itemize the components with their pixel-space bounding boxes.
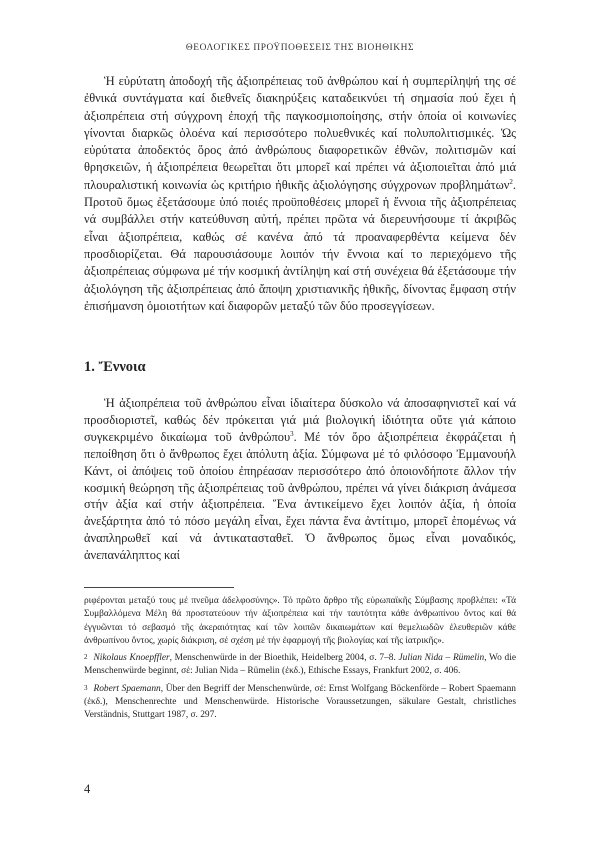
page-number: 4 xyxy=(84,782,91,796)
running-head: ΘΕΟΛΟΓΙΚΕΣ ΠΡΟΫΠΟΘΕΣΕΙΣ ΤΗΣ ΒΙΟΗΘΙΚΗΣ xyxy=(185,43,415,53)
footnote-2-author-1: Nikolaus Knoepffler xyxy=(93,653,170,664)
footnote-separator xyxy=(84,587,234,588)
footnote-3 xyxy=(84,682,516,723)
intro-text-b: . Προτοῦ ὅμως ἐξετάσουμε ὑπό ποιές προϋποθέσεις μπορεῖ ἡ ἔννοια τῆς ἀξιοπρέπειας νά συμβάλλει στήν κατεύθυνση αὐτή, πρέπει πρῶτα νά διερευνήσουμε τί ἀκριβῶς εἶναι ἀξιοπρέπεια, καθώς σέ κανένα ἀπό τά προαναφερθέντα κείμενα δέν προσδιορίζεται. Θά παρουσιάσουμε λοιπόν τήν ἔννοια καί το περιεχόμενο τῆς ἀξιοπρέπειας σύμφωνα μέ τήν κοσμική ἀντίληψη καί στή συνέχεια θά ἐξετάσουμε τήν ἀξιολόγηση τῆς ἀξιοπρέπειας ἀπό ἄποψη χριστιανικῆς ἠθικῆς, δίνοντας ἔμφαση στήν ἐπισήμανση ὁμοιοτήτων καί διαφορῶν μεταξύ τῶν δύο προσεγγίσεων. xyxy=(84,177,516,313)
footnote-ref-2: 2 xyxy=(509,177,513,186)
section-paragraph xyxy=(84,395,516,564)
footnote-2-text-1: , Menschenwürde in der Bioethik, Heidelberg 2004, σ. 7–8. xyxy=(169,653,399,664)
footnote-2-number: 2 xyxy=(84,653,88,662)
footnote-3-author: Robert Spaemann xyxy=(93,683,161,694)
footnote-2 xyxy=(84,651,516,679)
section-text-b: . Μέ τόν ὅρο ἀξιοπρέπεια ἐκφράζεται ἡ πεποίθηση ὅτι ὁ ἄνθρωπος ἔχει ἀπόλυτη ἀξία. Σύμφωνα μέ τό φιλόσοφο Ἐμμανουήλ Κάντ, οἱ ἀπόψεις τοῦ ὁποίου ἐπηρέασαν περισσότερο ἀπό ὁποιονδήποτε ἄλλον τήν κοσμική θεώρηση τῆς ἀξιοπρέπειας τοῦ ἀνθρώπου, πρέπει νά γίνει διάκριση ἀνάμεσα στήν ἀξία καί στήν ἀξιοπρέπεια. Ἕνα ἀντικείμενο ἔχει λοιπόν ἀξία, ἡ ὁποία ἀνεξάρτητα ἀπό τό πόσο μεγάλη εἶναι, ἔχει πάντα ἕνα ἀντίτιμο, μπορεῖ ἑπομένως νά ἀναπληρωθεῖ καί νά ἀντικατασταθεῖ. Ὁ ἄνθρωπος ὅμως εἶναι μοναδικός, ἀνεπανάληπτος καί xyxy=(84,429,516,563)
intro-text-a: Ἡ εὐρύτατη ἀποδοχή τῆς ἀξιοπρέπειας τοῦ ἀνθρώπου καί ἡ συμπερίληψή της σέ ἐθνικά συντάγματα καί διεθνεῖς διακηρύξεις καταδεικνύει τή σημασία πού ἔχει ἡ ἀξιοπρέπεια στή σύγχρονη ἐποχή τῆς παγκοσμιοποίησης, στήν ὁποία οἱ κοινωνίες γίνονται διαρκῶς ὁλοένα καί περισσότερο πολυεθνικές καί πολυπολιτισμικές. Ὡς εὐρύτατα ἀποδεκτός ὅρος ἀπό ἀνθρώπους διαφορετικῶν ἐθνῶν, πολιτισμῶν καί θρησκειῶν, ἡ ἀξιοπρέπεια θεωρεῖται ὅτι μπορεῖ καί πρέπει νά ἀξιοποιεῖται ἀπό μιά πλουραλιστική κοινωνία ὡς κριτήριο ἠθικῆς ἀξιολόγησης σύγχρονων προβλημάτων xyxy=(84,74,516,192)
footnote-3-text: , Über den Begriff der Menschenwürde, σέ: Ernst Wolfgang Böckenförde – Robert Spaemann (ἐκδ.), Menschenrechte und Menschenwürde. Historische Voraussetzungen, säkulare Gestalt, christliches Verständnis, Stuttgart 1987, σ. 297. xyxy=(84,683,516,721)
section-text-a: Ἡ ἀξιοπρέπεια τοῦ ἀνθρώπου εἶναι ἰδιαίτερα δύσκολο νά ἀποσαφηνιστεῖ καί νά προσδιοριστεῖ, καθώς δέν πρόκειται γιά μιά βιολογική ἰδιότητα οὔτε γιά κάποιο συγκεκριμένο δικαίωμα τοῦ ἀνθρώπου xyxy=(84,396,516,444)
footnote-3-number: 3 xyxy=(84,683,88,692)
footnote-continuation: ριφέρονται μεταξύ τους μέ πνεῦμα ἀδελφοσύνης». Τό πρῶτο ἄρθρο τῆς εὐρωπαϊκῆς Σύμβασης προβλέπει: «Τά Συμβαλλόμενα Μέλη θά προστατεύουν τήν ἀξιοπρέπεια καί τήν ταυτότητα κάθε ἀνθρωπίνου ὄντος καί θά ἐγγυῶνται τό σεβασμό τῆς ἀκεραιότητας καί τῶν λοιπῶν δικαιωμάτων καί θεμελιωδῶν ἐλευθεριῶν κάθε ἀνθρωπίνου ὄντος, χωρίς διάκριση, σέ σχέση μέ τήν ἐφαρμογή τῆς βιολογίας καί τῆς ἰατρικῆς». xyxy=(84,596,516,646)
section-heading: 1. Ἔννοια xyxy=(84,359,146,375)
footnotes xyxy=(84,595,516,723)
footnote-2-author-2: Julian Nida – Rümelin xyxy=(398,653,485,664)
footnote-2-text-2: , Wo die Menschenwürde beginnt, σέ: Julian Nida – Rümelin (ἐκδ.), Ethische Essays, Frankfurt 2002, σ. 406. xyxy=(84,653,516,677)
footnote-ref-3: 3 xyxy=(290,429,294,438)
intro-paragraph xyxy=(84,73,516,315)
